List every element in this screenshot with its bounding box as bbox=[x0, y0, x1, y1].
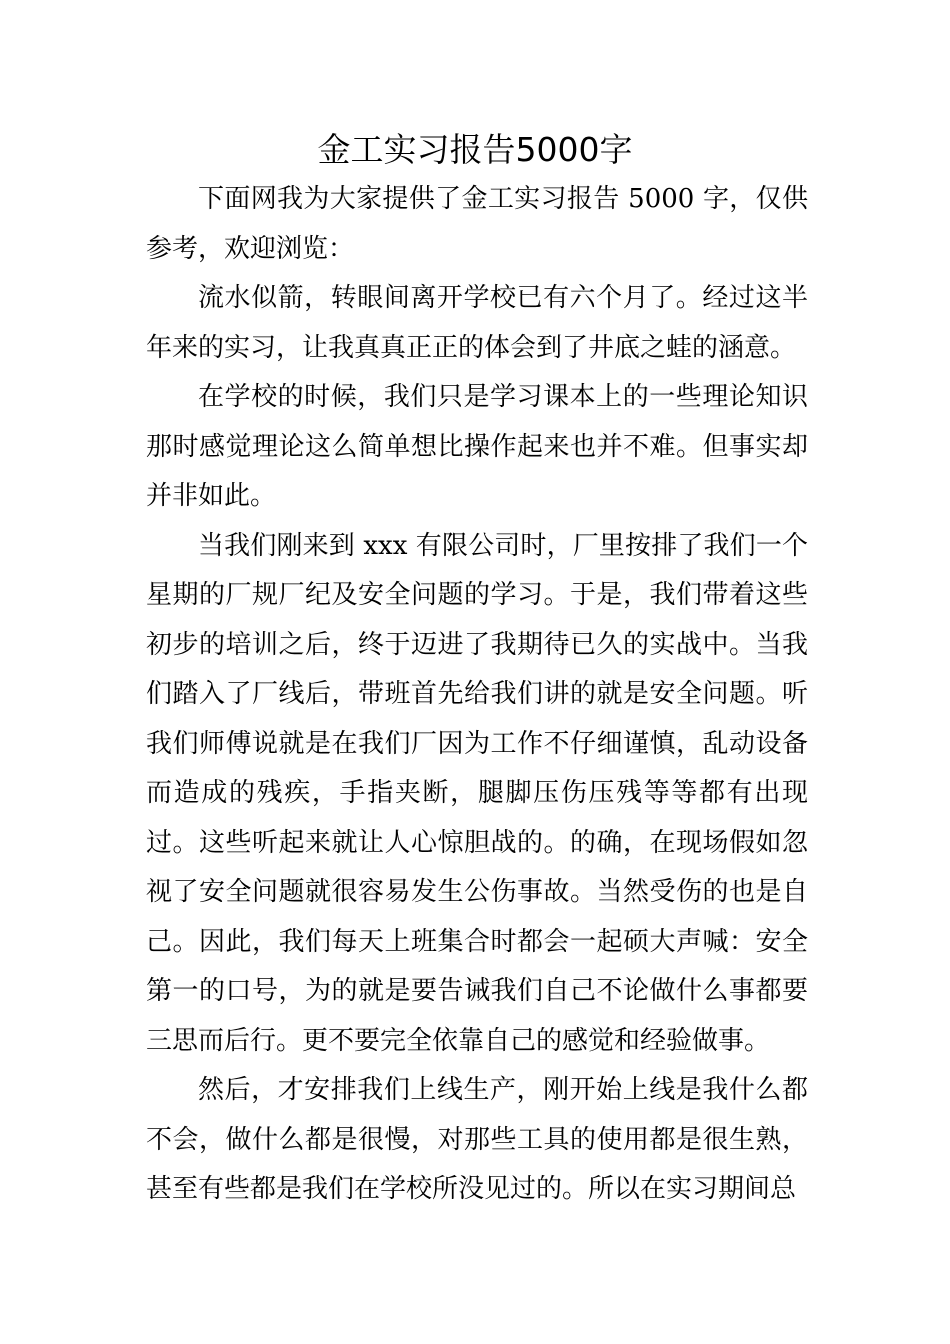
document-title: 金工实习报告5000字 bbox=[317, 130, 633, 169]
paragraph-school-theory: 在学校的时候，我们只是学习课本上的一些理论知识那时感觉理论这么简单想比操作起来也并不难。但事实却并非如此。 bbox=[146, 382, 808, 511]
paragraph-intro: 下面网我为大家提供了金工实习报告 5000 字，仅供参考，欢迎浏览： bbox=[146, 184, 808, 264]
document-body bbox=[146, 175, 808, 1215]
paragraph-time-flies: 流水似箭，转眼间离开学校已有六个月了。经过这半年来的实习，让我真真正正的体会到了井底之蛙的涵意。 bbox=[146, 283, 808, 363]
paragraph-production-line: 然后，才安排我们上线生产，刚开始上线是我什么都不会，做什么都是很慢，对那些工具的使用都是很生熟，甚至有些都是我们在学校所没见过的。所以在实习期间总 bbox=[146, 1075, 808, 1204]
paragraph-safety-training: 当我们刚来到 xxx 有限公司时，厂里按排了我们一个星期的厂规厂纪及安全问题的学习。于是，我们带着这些初步的培训之后，终于迈进了我期待已久的实战中。当我们踏入了厂线后，带班首先给我们讲的就是安全问题。听我们师傅说就是在我们厂因为工作不仔细谨慎，乱动设备而造成的残疾，手指夹断，腿脚压伤压残等等都有出现过。这些听起来就让人心惊胆战的。的确，在现场假如忽视了安全问题就很容易发生公伤事故。当然受伤的也是自己。因此，我们每天上班集合时都会一起硕大声喊：安全第一的口号，为的就是要告诫我们自己不论做什么事都要三思而后行。更不要完全依靠自己的感觉和经验做事。 bbox=[146, 530, 808, 1056]
